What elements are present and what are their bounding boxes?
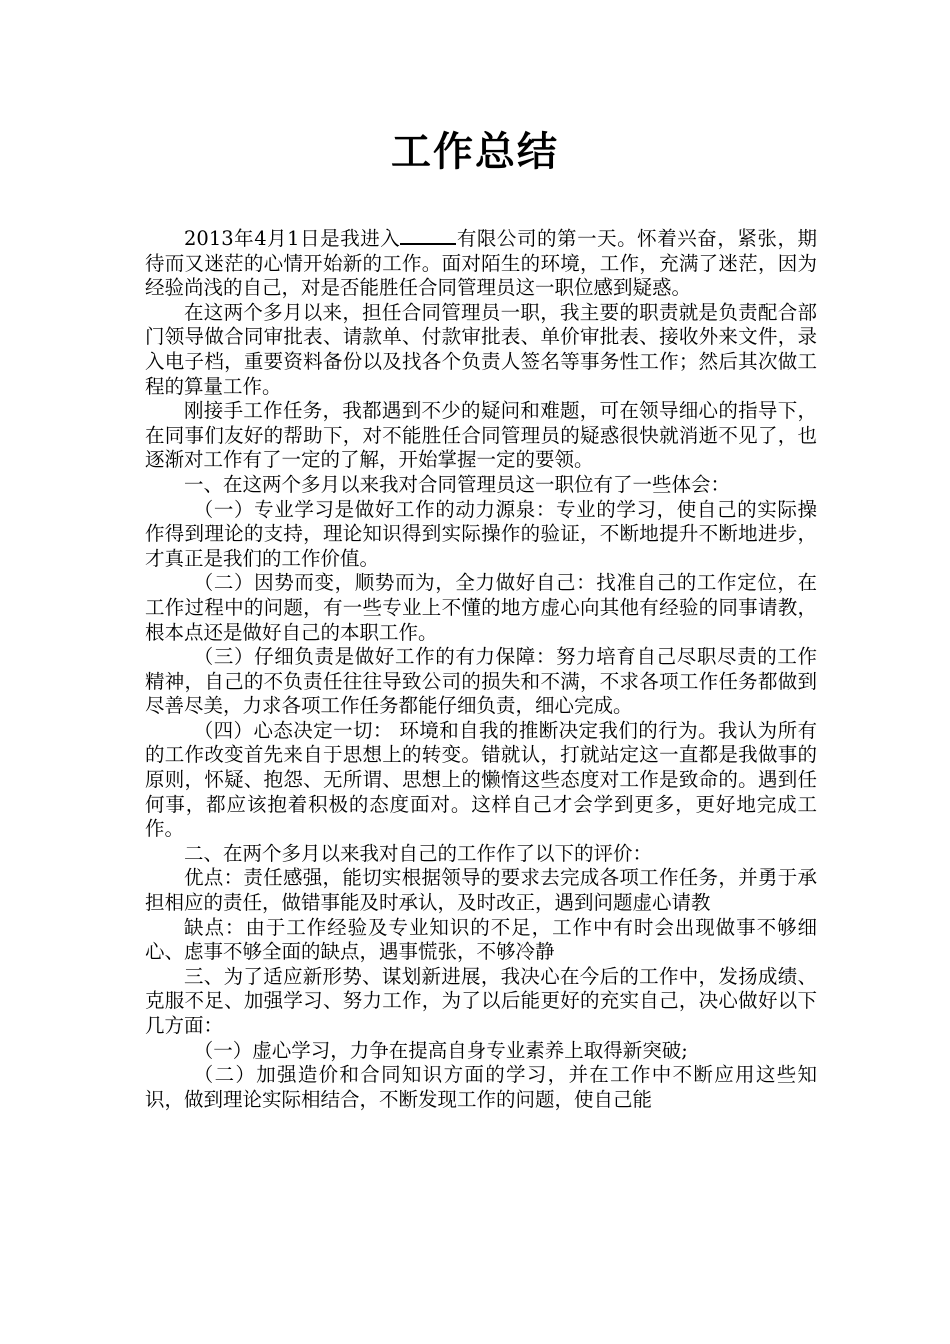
duties-paragraph: 在这两个多月以来，担任合同管理员一职，我主要的职责就是负责配合部门领导做合同审批表、请款单、付款审批表、单价审批表、接收外来文件，录入电子档，重要资料备份以及找各个负责人签名等事务性工作；然后其次做工程的算量工作。 (145, 300, 817, 398)
section-three-item-2: （二）加强造价和合同知识方面的学习，并在工作中不断应用这些知识，做到理论实际相结合，不断发现工作的问题，使自己能 (145, 1063, 817, 1111)
section-one-item-1: （一）专业学习是做好工作的动力源泉：专业的学习，使自己的实际操作得到理论的支持，理论知识得到实际操作的验证，不断地提升不断地进步，才真正是我们的工作价值。 (145, 497, 817, 570)
weaknesses-paragraph: 缺点：由于工作经验及专业知识的不足，工作中有时会出现做事不够细心、虑事不够全面的缺点，遇事慌张，不够冷静 (145, 915, 817, 964)
section-one-item-3: （三）仔细负责是做好工作的有力保障：努力培育自己尽职尽责的工作精神，自己的不负责任往往导致公司的损失和不满，不求各项工作任务都做到尽善尽美，力求各项工作任务都能仔细负责，细心完成。 (145, 645, 817, 718)
document-body (145, 226, 817, 1112)
section-one-item-4: （四）心态决定一切： 环境和自我的推断决定我们的行为。我认为所有的工作改变首先来自于思想上的转变。错就认，打就站定这一直都是我做事的原则，怀疑、抱怨、无所谓、思想上的懒惰这些态度对工作是致命的。遇到任何事，都应该抱着积极的态度面对。这样自己才会学到更多，更好地完成工作。 (145, 718, 817, 841)
intro-paragraph (145, 226, 817, 301)
section-three-heading: 三、为了适应新形势、谋划新进展，我决心在今后的工作中，发扬成绩、克服不足、加强学习、努力工作，为了以后能更好的充实自己，决心做好以下几方面： (145, 964, 817, 1037)
company-name-blank (400, 226, 456, 245)
document-title: 工作总结 (391, 129, 559, 175)
strengths-paragraph: 优点：责任感强，能切实根据领导的要求去完成各项工作任务，并勇于承担相应的责任，做错事能及时承认，及时改正，遇到问题虚心请教 (145, 866, 817, 915)
section-three-item-1: （一）虚心学习，力争在提高自身专业素养上取得新突破; (193, 1038, 688, 1062)
section-one-item-2: （二）因势而变，顺势而为，全力做好自己：找准自己的工作定位，在工作过程中的问题，有一些专业上不懂的地方虚心向其他有经验的同事请教，根本点还是做好自己的本职工作。 (145, 571, 817, 644)
section-one-heading: 一、在这两个多月以来我对合同管理员这一职位有了一些体会： (184, 472, 731, 496)
section-two-heading: 二、在两个多月以来我对自己的工作作了以下的评价： (184, 841, 653, 865)
intro-prefix: 2013年4月1日是我进入 (184, 227, 401, 250)
intro-suffix: 有限公司的第一天。怀着兴奋，紧张，期待而又迷茫的心情开始新的工作。面对陌生的环境，工作，充满了迷茫，因为经验尚浅的自己，对是否能胜任合同管理员这一职位感到疑惑。 (145, 227, 817, 300)
onboarding-paragraph: 刚接手工作任务，我都遇到不少的疑问和难题，可在领导细心的指导下，在同事们友好的帮助下，对不能胜任合同管理员的疑惑很快就消逝不见了，也逐渐对工作有了一定的了解，开始掌握一定的要领。 (145, 399, 817, 472)
